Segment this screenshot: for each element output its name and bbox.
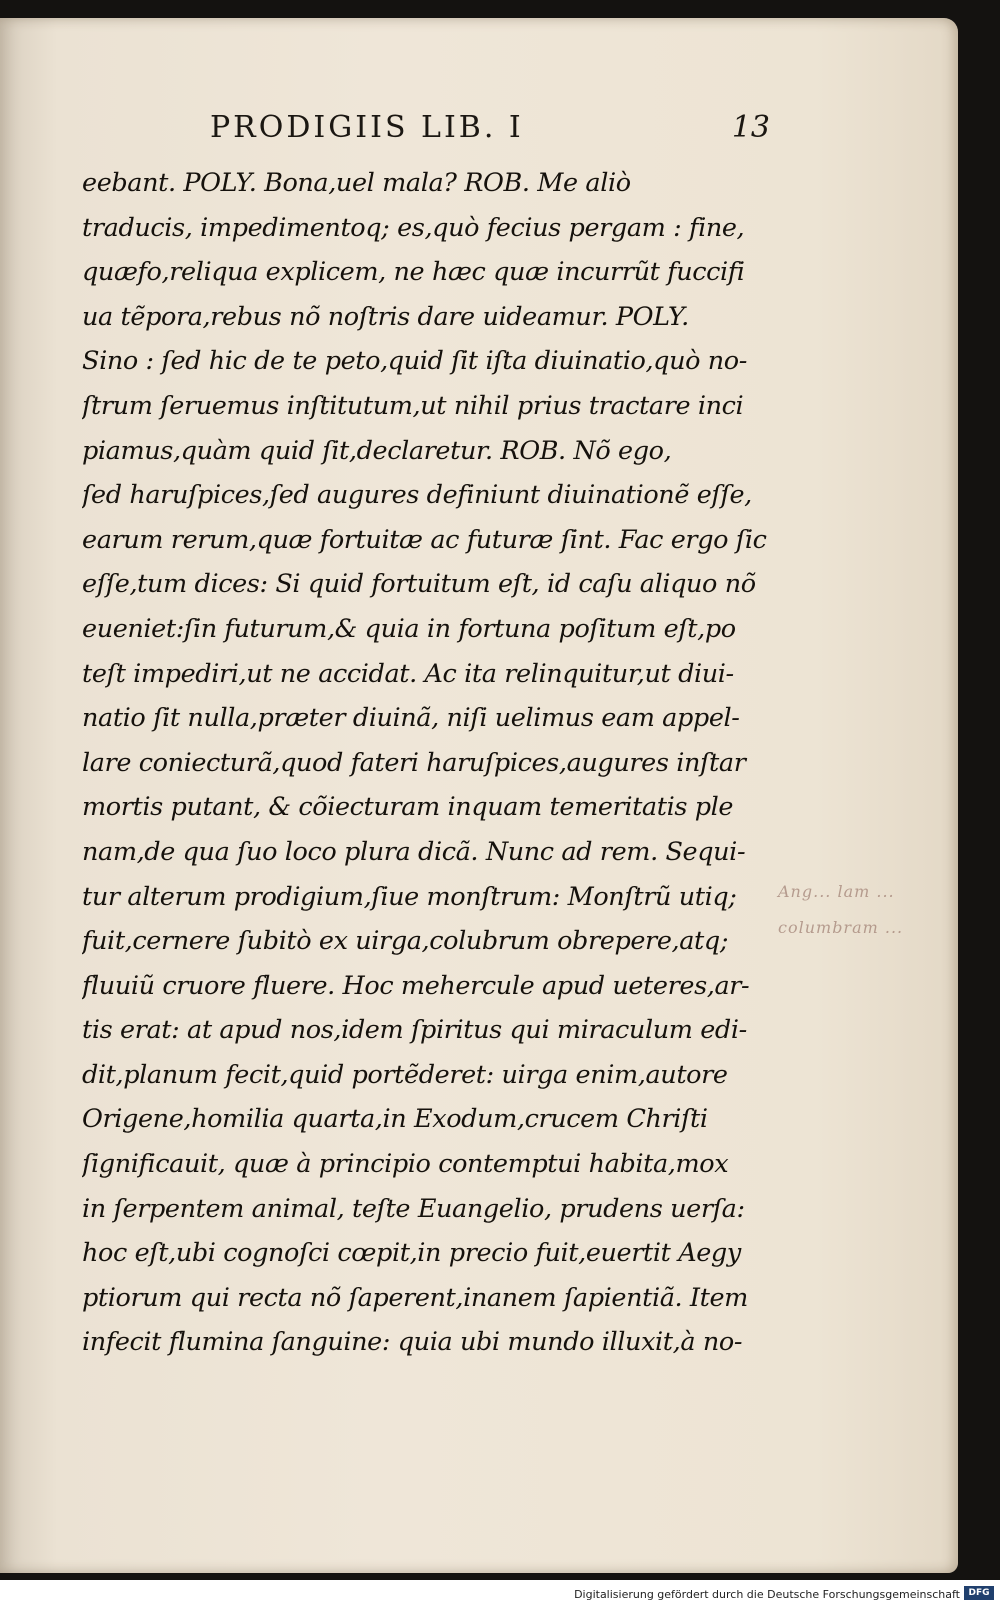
text-line: quæfo,reliqua explicem, ne hæc quæ incurrũt fuccifi <box>82 257 745 288</box>
text-line: ſed haruſpices,ſed augures definiunt diuinationẽ eſſe, <box>82 480 752 511</box>
body-text <box>82 161 782 1365</box>
digitization-footer <box>0 1580 1000 1610</box>
margin-note: Ang... lam ... <box>778 882 895 901</box>
text-line: Sino : ſed hic de te peto,quid ſit iſta diuinatio,quò no- <box>82 346 747 377</box>
text-line: tur alterum prodigium,ſiue monſtrum: Monſtrũ utiq; <box>82 881 737 912</box>
text-line: tis erat: at apud nos,idem ſpiritus qui miraculum edi- <box>82 1015 747 1046</box>
text-line: traducis, impedimentoq; es,quò fecius pergam : fine, <box>82 212 745 243</box>
text-line: Origene,homilia quarta,in Exodum,crucem Chriſti <box>82 1104 708 1135</box>
running-title: PRODIGIIS LIB. I <box>210 110 524 145</box>
text-line: teſt impediri,ut ne accidat. Ac ita relinquitur,ut diui- <box>82 658 734 689</box>
text-line: eſſe,tum dices: Si quid fortuitum eſt, id caſu aliquo nõ <box>82 569 756 600</box>
text-line: mortis putant, & cõiecturam inquam temeritatis ple <box>82 792 734 823</box>
text-line: in ſerpentem animal, teſte Euangelio, prudens uerſa: <box>82 1193 745 1224</box>
text-line: earum rerum,quæ fortuitæ ac futuræ ſint. Fac ergo ſic <box>82 524 767 555</box>
text-line: ſignificauit, quæ à principio contemptui habita,mox <box>82 1149 729 1180</box>
text-line: infecit flumina ſanguine: quia ubi mundo illuxit,à no- <box>82 1327 743 1358</box>
funding-credit: Digitalisierung gefördert durch die Deutsche Forschungsgemeinschaft <box>574 1588 960 1601</box>
text-line: natio ſit nulla,præter diuinã, niſi uelimus eam appel- <box>82 703 740 734</box>
text-line: hoc eſt,ubi cognoſci cœpit,in precio fuit,euertit Aegy <box>82 1238 741 1269</box>
margin-note: columbram ... <box>778 918 904 937</box>
text-line: ua tẽpora,rebus nõ noſtris dare uideamur. POLY. <box>82 301 689 332</box>
running-header <box>210 110 770 154</box>
text-line: ſtrum ſeruemus inſtitutum,ut nihil prius tractare inci <box>82 390 744 421</box>
page-number: 13 <box>731 110 770 145</box>
text-line: lare coniecturã,quod fateri haruſpices,augures inſtar <box>82 747 746 778</box>
text-line: eebant. POLY. Bona,uel mala? ROB. Me aliò <box>82 168 631 198</box>
text-line: piamus,quàm quid ſit,declaretur. ROB. Nõ ego, <box>82 435 672 466</box>
book-page <box>0 18 958 1573</box>
text-line: ptiorum qui recta nõ ſaperent,inanem ſapientiã. Item <box>82 1282 748 1313</box>
dfg-logo: DFG <box>964 1586 994 1600</box>
text-line: eueniet:ſin futurum,& quia in fortuna poſitum eſt,po <box>82 613 736 644</box>
text-line: nam,de qua ſuo loco plura dicã. Nunc ad rem. Sequi- <box>82 836 746 867</box>
text-line: dit,planum fecit,quid portẽderet: uirga enim,autore <box>82 1059 728 1090</box>
text-line: fluuiũ cruore fluere. Hoc mehercule apud ueteres,ar- <box>82 970 750 1001</box>
text-line: fuit,cernere ſubitò ex uirga,colubrum obrepere,atq; <box>82 926 729 957</box>
